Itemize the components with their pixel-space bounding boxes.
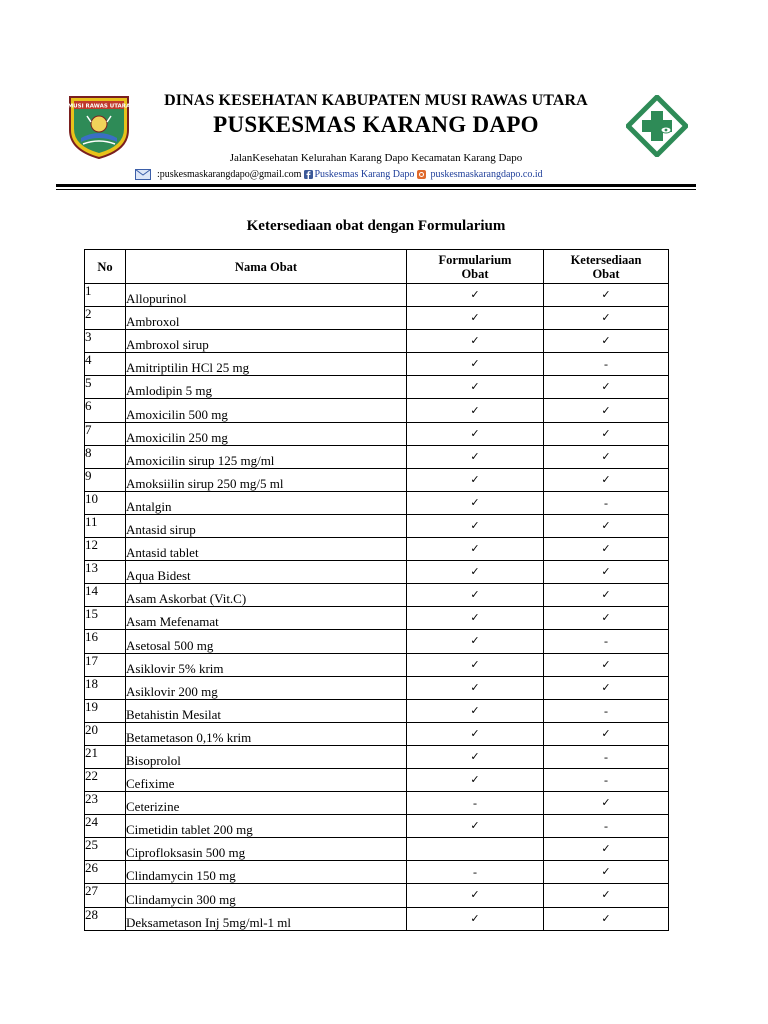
table-row (85, 745, 669, 768)
availability-status-cell: ✓ (544, 907, 669, 930)
medicine-name-cell: Amoxicilin sirup 125 mg/ml (126, 445, 407, 468)
row-number-cell: 17 (85, 653, 126, 676)
availability-status-cell: - (544, 815, 669, 838)
row-number-cell: 11 (85, 514, 126, 537)
table-row (85, 768, 669, 791)
row-number-cell: 27 (85, 884, 126, 907)
availability-status-cell: ✓ (544, 884, 669, 907)
medicine-name-cell: Clindamycin 300 mg (126, 884, 407, 907)
row-number-cell: 14 (85, 584, 126, 607)
row-number-cell: 23 (85, 792, 126, 815)
availability-status-cell: - (544, 491, 669, 514)
medicine-name-cell: Aqua Bidest (126, 561, 407, 584)
instagram-icon (417, 170, 426, 179)
availability-status-cell: ✓ (544, 330, 669, 353)
agency-name: DINAS KESEHATAN KABUPATEN MUSI RAWAS UTARA (164, 92, 588, 109)
header-divider-thin (56, 189, 696, 190)
row-number-cell: 13 (85, 561, 126, 584)
header-divider-thick (56, 184, 696, 187)
table-row (85, 699, 669, 722)
formulary-status-cell: ✓ (407, 630, 544, 653)
medicine-name-cell: Asam Askorbat (Vit.C) (126, 584, 407, 607)
formulary-status-cell: ✓ (407, 491, 544, 514)
column-header-availability: Ketersediaan Obat (544, 250, 669, 284)
formulary-status-cell: ✓ (407, 907, 544, 930)
table-row (85, 307, 669, 330)
row-number-cell: 15 (85, 607, 126, 630)
table-row (85, 884, 669, 907)
availability-status-cell: ✓ (544, 514, 669, 537)
table-row (85, 584, 669, 607)
availability-status-cell: ✓ (544, 861, 669, 884)
formulary-status-cell (407, 838, 544, 861)
medicine-name-cell: Betametason 0,1% krim (126, 722, 407, 745)
column-header-no: No (85, 250, 126, 284)
facebook-link[interactable]: Puskesmas Karang Dapo (314, 168, 415, 180)
row-number-cell: 9 (85, 468, 126, 491)
facebook-icon (304, 170, 313, 179)
formulary-status-cell: - (407, 792, 544, 815)
availability-status-cell: ✓ (544, 376, 669, 399)
availability-status-cell: - (544, 353, 669, 376)
row-number-cell: 12 (85, 538, 126, 561)
availability-status-cell: - (544, 745, 669, 768)
row-number-cell: 16 (85, 630, 126, 653)
availability-status-cell: ✓ (544, 538, 669, 561)
mail-icon (135, 169, 151, 180)
availability-status-cell: ✓ (544, 607, 669, 630)
availability-status-cell: ✓ (544, 653, 669, 676)
table-row (85, 468, 669, 491)
formulary-status-cell: ✓ (407, 676, 544, 699)
table-row (85, 653, 669, 676)
availability-status-cell: ✓ (544, 584, 669, 607)
formulary-status-cell: ✓ (407, 538, 544, 561)
availability-status-cell: ✓ (544, 676, 669, 699)
medicine-name-cell: Clindamycin 150 mg (126, 861, 407, 884)
table-row (85, 630, 669, 653)
availability-status-cell: ✓ (544, 722, 669, 745)
availability-status-cell: ✓ (544, 399, 669, 422)
formulary-status-cell: ✓ (407, 284, 544, 307)
formulary-status-cell: ✓ (407, 768, 544, 791)
row-number-cell: 19 (85, 699, 126, 722)
table-row (85, 491, 669, 514)
formulary-status-cell: ✓ (407, 468, 544, 491)
address-line: JalanKesehatan Kelurahan Karang Dapo Kecamatan Karang Dapo (229, 152, 523, 164)
formulary-status-cell: ✓ (407, 745, 544, 768)
availability-status-cell: ✓ (544, 561, 669, 584)
medicine-name-cell: Cefixime (126, 768, 407, 791)
row-number-cell: 5 (85, 376, 126, 399)
table-header-row (85, 250, 669, 284)
table-row (85, 422, 669, 445)
formulary-status-cell: ✓ (407, 561, 544, 584)
medicine-name-cell: Asam Mefenamat (126, 607, 407, 630)
row-number-cell: 21 (85, 745, 126, 768)
row-number-cell: 6 (85, 399, 126, 422)
medicine-name-cell: Allopurinol (126, 284, 407, 307)
availability-status-cell: ✓ (544, 422, 669, 445)
medicine-name-cell: Ambroxol sirup (126, 330, 407, 353)
table-row (85, 330, 669, 353)
formulary-status-cell: ✓ (407, 884, 544, 907)
institution-name: PUSKESMAS KARANG DAPO (213, 112, 539, 137)
formulary-status-cell: ✓ (407, 653, 544, 676)
table-row (85, 815, 669, 838)
availability-status-cell: ✓ (544, 792, 669, 815)
formulary-status-cell: ✓ (407, 514, 544, 537)
formulary-status-cell: ✓ (407, 815, 544, 838)
row-number-cell: 2 (85, 307, 126, 330)
table-row (85, 399, 669, 422)
formulary-status-cell: ✓ (407, 353, 544, 376)
table-row (85, 376, 669, 399)
medicine-name-cell: Antasid sirup (126, 514, 407, 537)
availability-status-cell: - (544, 630, 669, 653)
formulary-status-cell: ✓ (407, 422, 544, 445)
contact-line (135, 166, 605, 182)
table-row (85, 722, 669, 745)
row-number-cell: 24 (85, 815, 126, 838)
availability-status-cell: - (544, 699, 669, 722)
table-row (85, 445, 669, 468)
medicine-availability-table (84, 249, 669, 931)
table-row (85, 907, 669, 930)
row-number-cell: 7 (85, 422, 126, 445)
availability-status-cell: ✓ (544, 838, 669, 861)
availability-status-cell: ✓ (544, 307, 669, 330)
medicine-name-cell: Antalgin (126, 491, 407, 514)
medicine-name-cell: Amitriptilin HCl 25 mg (126, 353, 407, 376)
medicine-name-cell: Ciprofloksasin 500 mg (126, 838, 407, 861)
table-row (85, 538, 669, 561)
row-number-cell: 1 (85, 284, 126, 307)
availability-status-cell: ✓ (544, 468, 669, 491)
medicine-name-cell: Cimetidin tablet 200 mg (126, 815, 407, 838)
medicine-name-cell: Bisoprolol (126, 745, 407, 768)
row-number-cell: 26 (85, 861, 126, 884)
medicine-name-cell: Ceterizine (126, 792, 407, 815)
formulary-status-cell: ✓ (407, 399, 544, 422)
row-number-cell: 4 (85, 353, 126, 376)
email-link[interactable]: :puskesmaskarangdapo@gmail.com (157, 168, 302, 180)
row-number-cell: 10 (85, 491, 126, 514)
column-header-formulary: Formularium Obat (407, 250, 544, 284)
formulary-status-cell: ✓ (407, 607, 544, 630)
table-row (85, 861, 669, 884)
medicine-name-cell: Asetosal 500 mg (126, 630, 407, 653)
table-row (85, 514, 669, 537)
formulary-status-cell: - (407, 861, 544, 884)
availability-status-cell: - (544, 768, 669, 791)
medicine-name-cell: Amoksiilin sirup 250 mg/5 ml (126, 468, 407, 491)
medicine-name-cell: Asiklovir 200 mg (126, 676, 407, 699)
formulary-status-cell: ✓ (407, 330, 544, 353)
column-header-name: Nama Obat (126, 250, 407, 284)
formulary-status-cell: ✓ (407, 699, 544, 722)
table-row (85, 561, 669, 584)
row-number-cell: 22 (85, 768, 126, 791)
formulary-status-cell: ✓ (407, 722, 544, 745)
medicine-name-cell: Antasid tablet (126, 538, 407, 561)
table-row (85, 607, 669, 630)
row-number-cell: 28 (85, 907, 126, 930)
row-number-cell: 18 (85, 676, 126, 699)
table-row (85, 284, 669, 307)
table-row (85, 792, 669, 815)
medicine-name-cell: Ambroxol (126, 307, 407, 330)
puskesmas-cross-logo (626, 95, 688, 157)
website-link[interactable]: puskesmaskarangdapo.co.id (430, 168, 543, 180)
medicine-name-cell: Deksametason Inj 5mg/ml-1 ml (126, 907, 407, 930)
regency-shield-logo (67, 94, 131, 160)
availability-status-cell: ✓ (544, 284, 669, 307)
table-row (85, 676, 669, 699)
availability-status-cell: ✓ (544, 445, 669, 468)
row-number-cell: 3 (85, 330, 126, 353)
medicine-name-cell: Amoxicilin 500 mg (126, 399, 407, 422)
medicine-name-cell: Amlodipin 5 mg (126, 376, 407, 399)
formulary-status-cell: ✓ (407, 445, 544, 468)
formulary-status-cell: ✓ (407, 376, 544, 399)
medicine-name-cell: Asiklovir 5% krim (126, 653, 407, 676)
formulary-status-cell: ✓ (407, 307, 544, 330)
formulary-status-cell: ✓ (407, 584, 544, 607)
row-number-cell: 20 (85, 722, 126, 745)
table-row (85, 353, 669, 376)
table-row (85, 838, 669, 861)
document-title: Ketersediaan obat dengan Formularium (246, 218, 506, 234)
logo-lettering: MUSI RAWAS UTARA (67, 103, 131, 110)
medicine-name-cell: Betahistin Mesilat (126, 699, 407, 722)
row-number-cell: 25 (85, 838, 126, 861)
row-number-cell: 8 (85, 445, 126, 468)
medicine-name-cell: Amoxicilin 250 mg (126, 422, 407, 445)
